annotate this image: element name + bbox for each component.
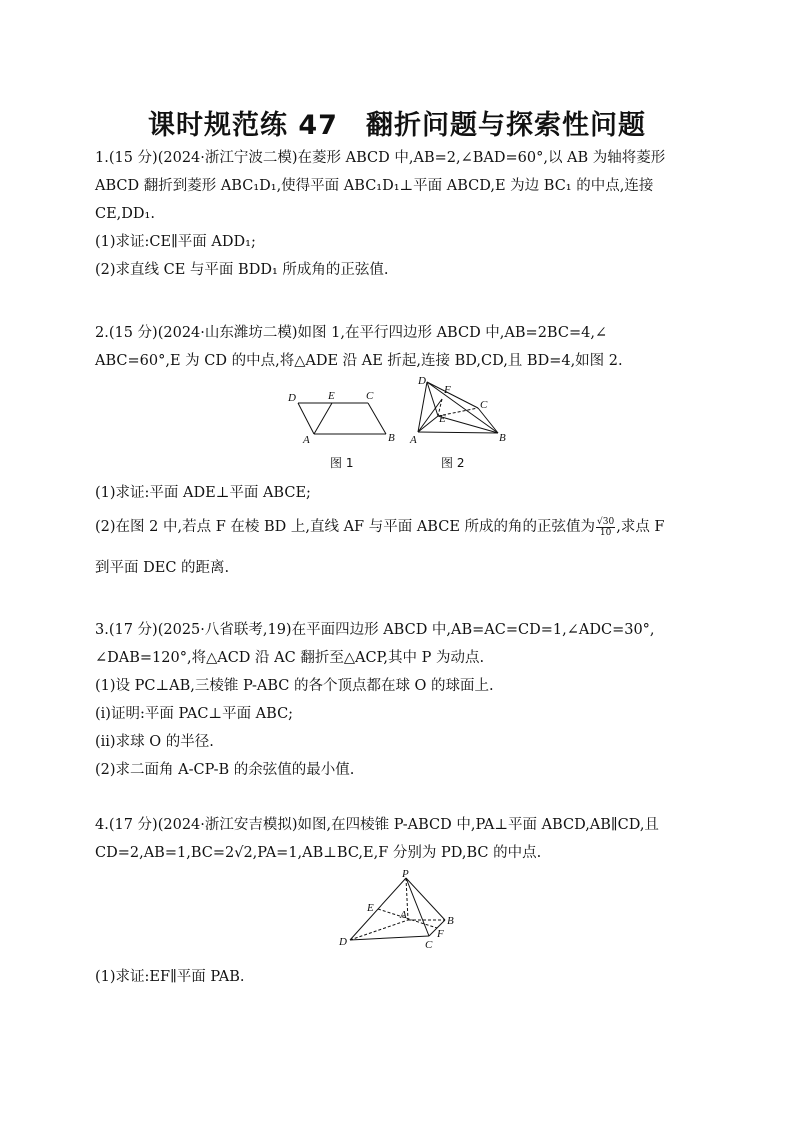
fig4-label-p: P [402, 868, 409, 880]
q2-figures [280, 372, 520, 476]
q3-part2: (2)求二面角 A-CP-B 的余弦值的最小值. [95, 762, 355, 778]
q1-line3: CE,DD₁. [95, 206, 155, 222]
figure-2-folded-solid [409, 375, 506, 470]
fig4-label-f: F [437, 928, 444, 940]
q2-part2-text-b: ,求点 F [616, 519, 665, 535]
sqrt30-over-10-fraction [596, 517, 615, 538]
fig1-label-c: C [366, 390, 374, 402]
fig2-label-a: A [410, 434, 417, 446]
q1-line1: 1.(15 分)(2024·浙江宁波二模)在菱形 ABCD 中,AB=2,∠BAD=60°,以 AB 为轴将菱形 [95, 150, 666, 166]
fig2-label-e: E [439, 413, 446, 425]
q1-line2: ABCD 翻折到菱形 ABC₁D₁,使得平面 ABC₁D₁⊥平面 ABCD,E 为边 BC₁ 的中点,连接 [95, 178, 654, 194]
fig4-label-b: B [447, 915, 454, 927]
q4-line2: CD=2,AB=1,BC=2√2,PA=1,AB⊥BC,E,F 分别为 PD,BC 的中点. [95, 845, 542, 861]
fig4-label-c: C [425, 939, 433, 951]
fig2-label-c: C [480, 399, 488, 411]
q3-line2: ∠DAB=120°,将△ACD 沿 AC 翻折至△ACP,其中 P 为动点. [95, 650, 485, 666]
fraction-numerator: √30 [597, 516, 615, 527]
q4-line1: 4.(17 分)(2024·浙江安吉模拟)如图,在四棱锥 P-ABCD 中,PA⊥平面 ABCD,AB∥CD,且 [95, 817, 659, 833]
q2-part2-text-a: (2)在图 2 中,若点 F 在棱 BD 上,直线 AF 与平面 ABCE 所成的角的正弦值为 [95, 519, 596, 535]
q3-line1: 3.(17 分)(2025·八省联考,19)在平面四边形 ABCD 中,AB=AC=CD=1,∠ADC=30°, [95, 622, 655, 638]
q4-pyramid-figure [336, 868, 466, 954]
fig2-label-d: D [418, 375, 426, 387]
q3-part1-i: (ⅰ)证明:平面 PAC⊥平面 ABC; [95, 706, 294, 722]
q4-part1: (1)求证:EF∥平面 PAB. [95, 969, 245, 985]
q2-part2-line [95, 516, 665, 538]
q2-part1: (1)求证:平面 ADE⊥平面 ABCE; [95, 485, 311, 501]
fig1-label-e: E [328, 390, 335, 402]
q2-line1: 2.(15 分)(2024·山东潍坊二模)如图 1,在平行四边形 ABCD 中,AB=2BC=4,∠ [95, 325, 608, 341]
fig4-label-e: E [367, 902, 374, 914]
q3-part1-ii: (ⅱ)求球 O 的半径. [95, 734, 214, 750]
fig2-label-b: B [499, 432, 506, 444]
fig2-label-f: F [444, 384, 451, 396]
q2-part2-text-c: 到平面 DEC 的距离. [95, 560, 230, 576]
fig1-label-d: D [288, 392, 296, 404]
figure-1-parallelogram [287, 390, 395, 470]
fig1-label-a: A [303, 434, 310, 446]
fraction-denominator: 10 [599, 527, 612, 538]
fig4-label-d: D [339, 936, 347, 948]
q1-part1: (1)求证:CE∥平面 ADD₁; [95, 234, 256, 250]
q3-part1: (1)设 PC⊥AB,三棱锥 P-ABC 的各个顶点都在球 O 的球面上. [95, 678, 494, 694]
q1-part2: (2)求直线 CE 与平面 BDD₁ 所成角的正弦值. [95, 262, 389, 278]
page-title: 课时规范练 47 翻折问题与探索性问题 [148, 110, 646, 141]
fig1-caption: 图 1 [330, 456, 354, 470]
q2-line2: ABC=60°,E 为 CD 的中点,将△ADE 沿 AE 折起,连接 BD,CD,且 BD=4,如图 2. [95, 353, 623, 369]
fig2-caption: 图 2 [441, 456, 465, 470]
fig4-label-a: A [400, 909, 407, 921]
fig1-label-b: B [388, 432, 395, 444]
